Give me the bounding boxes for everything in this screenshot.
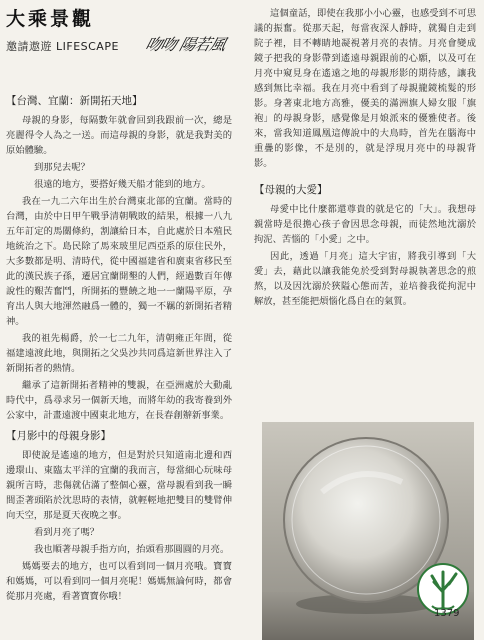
paragraph: 繼承了這新開拓者精神的雙親，在亞洲處於大動亂時代中，爲尋求另一個新天地，而將年幼的我寄養到外公家中，計畫遠渡中國東北地方，在長春創辦新事業。 xyxy=(6,380,232,421)
right-column xyxy=(254,6,476,311)
paragraph: 我在一九二六年出生於台灣東北部的宜蘭。當時的台灣，由於中日甲午戰爭清朝戰敗的結果，根據一八九五年訂定的馬關條約，割讓給日本，自此處於日本殖民地統治之下。島民除了馬來玻里尼西亞系的原住民外，大多數都是明、清時代，從中國福建省和廣東省移民至此的漢民族子孫，遷居宜蘭開墾的人們，經過數百年傳說性的艱苦奮鬥，所開拓的豐饒之地一一蘭陽平原，孕育出人與大地渾然融爲一體的，獨一不羈的新開拓者精神。 xyxy=(6,196,232,327)
paragraph: 因此，透過「月亮」這大宇宙，將我引導到「大愛」去，藉此以讓我能免於受到對母親執著思念的煎熬，以及因沈溺於狹隘心態而苦，並培養我從拘泥中解放，甚至能把煩惱化爲自在的氣質。 xyxy=(254,251,476,307)
dialogue-line: 很遠的地方，要搭好幾天船才能到的地方。 xyxy=(34,179,211,190)
dialogue-line: 我也順著母親手指方向，抬頭看那圓圓的月亮。 xyxy=(34,544,230,555)
section-title-taiwan: 【台灣、宜蘭：新開拓天地】 xyxy=(6,95,143,107)
section-title-moon-mother: 【月影中的母親身影】 xyxy=(6,430,111,442)
paragraph: 這個童話，即使在我那小小心靈，也感受到不可思議的振奮。從那天起，每當夜深人靜時，就獨自走到院子裡，目不轉睛地凝視著月亮的表情。月亮會變成鏡子把我的身影帶到遙遠母親跟前的心願，以及可在月亮中窺見身在遙遠之地的母親形影的期待感，讓我感到無比幸福。我在月亮中看到了母親攏鏡梳髮的形影。身著東北地方高雅，優美的滿洲旗人婦女服「旗袍」的母親身影，感覺像是月娘派來的優雅使者。後來，當我知道鳳凰這傳說中的大鳥時，首先在腦海中重疊的影像，不是別的，就是浮現月亮中的母親背影。 xyxy=(254,8,476,169)
magazine-masthead: 大乘景觀 xyxy=(6,8,95,30)
left-column xyxy=(6,88,232,606)
paragraph: 母愛中比什麼都還尊貴的就是它的「大」。我想母親當時是很擔心孩子會因思念母親，而徒然地沈溺於拘泥、苦惱的「小愛」之中。 xyxy=(254,204,476,245)
paragraph: 我的祖先楊爵，於一七二九年，清朝雍正年間，從福建遠渡此地，與開拓之父吳沙共同爲這新世界注入了新開拓者的熱情。 xyxy=(6,333,232,374)
dialogue-line: 到那兒去呢？ xyxy=(34,162,90,173)
paragraph: 母親的身影，每隔數年就會回到我跟前一次，總是亮麗得令人為之一送。而這母親的身影，就是我對美的原始體驗。 xyxy=(6,115,232,156)
page-number: 1379 xyxy=(434,608,460,619)
dialogue-line: 看到月亮了嗎？ xyxy=(34,527,100,538)
column-subtitle: 邀請遨遊 LIFESCAPE xyxy=(6,40,119,53)
section-title-great-love: 【母親的大愛】 xyxy=(254,184,328,196)
paragraph: 即使說是遙遠的地方，但是對於只知道南北邊和西邊環山、東臨太平洋的宜蘭的我而言，每當細心玩味母親所言時，悲傷就佔滿了整個心靈，當母親看到我一瞬間歪著頭陷於沈思時的表情，就輕輕地把雙目的雙臂伸向天空，那是夏天夜晚之事。 xyxy=(6,450,232,521)
paragraph: 媽媽要去的地方，也可以看到同一個月亮哦。寶寶和媽媽，可以看到同一個月亮呢！媽媽無論何時，都會從那月亮處，看著寶寶你哦！ xyxy=(6,561,232,602)
author-signature: 吻吻 陽若風 xyxy=(143,35,228,54)
